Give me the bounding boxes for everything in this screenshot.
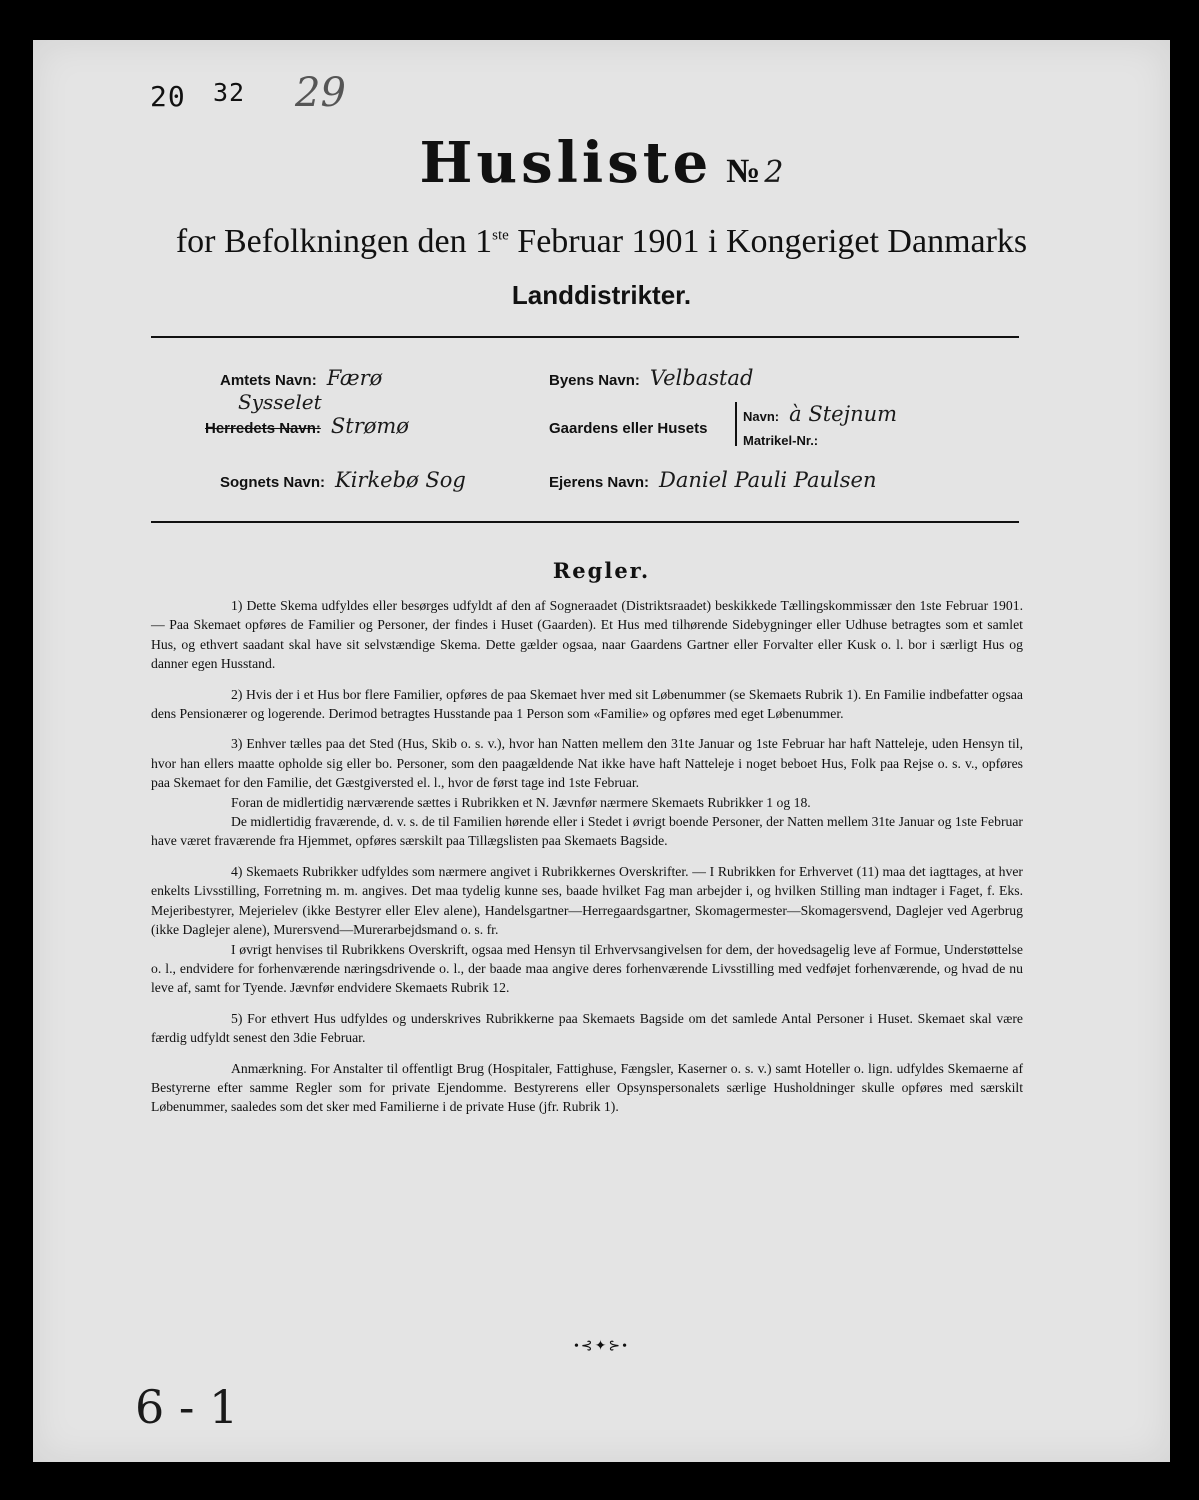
matrikel-field — [743, 432, 818, 450]
ref-number-c: 29 — [295, 70, 346, 116]
sogn-label: Sognets Navn: — [220, 474, 326, 491]
ejer-label: Ejerens Navn: — [549, 474, 650, 491]
ref-number-b: 32 — [213, 78, 246, 107]
by-field — [549, 366, 753, 390]
region-heading: Landdistrikter. — [511, 280, 692, 310]
rule-3-note-a: Foran de midlertidig nærværende sættes i Rubrikken et N. Jævnfør nærmere Skemaets Rubrikker 1 og 18. — [231, 794, 811, 810]
navn-label: Navn: — [743, 409, 780, 424]
ejer-field — [549, 468, 876, 492]
herred-value: Strømø — [330, 414, 409, 438]
navn-value: à Stejnum — [789, 402, 898, 426]
subtitle — [33, 223, 1170, 261]
sogn-field — [220, 468, 466, 492]
census-form-sheet — [33, 40, 1170, 1462]
matrikel-label: Matrikel-Nr.: — [743, 433, 819, 448]
annotation: Anmærkning. For Anstalter til offentligt Brug (Hospitaler, Fattighuse, Fængsler, Kaserner o. s. v.) samt Hoteller o. lign. udfyldes Skemaerne af Bestyrerne efter samme Regler som for private Ejendomme. Bestyrerens eller Opsynspersonalets særlige Husholdninger skulle opføres med særskilt Løbenummer, saaledes som det sker med Familierne i de private Huse (jfr. Rubrik 1). — [151, 1060, 1023, 1115]
subtitle-post: Februar 1901 i Kongeriget Danmarks — [508, 223, 1028, 260]
footer-note: 6 - 1 — [135, 1380, 239, 1434]
rule-3: 3) Enhver tælles paa det Sted (Hus, Skib o. s. v.), hvor han Natten mellem den 31te Januar og 1ste Februar har haft Natteleje, uden Hensyn til, hvor han ellers maatte opholde sig eller bo. Personer, som den paagældende Nat ikke have haft Natteleje i noget beboet Hus, Folk paa Rejse o. s. v., opføres paa Skemaet for den Familie, det Gæstgiversted el. l., hvor de først tage ind 1ste Februar. — [151, 736, 1023, 791]
rules-heading: Regler. — [552, 558, 651, 583]
subtitle-pre: for Befolkningen den 1 — [175, 223, 493, 260]
amt-field — [220, 366, 382, 390]
top-divider — [151, 336, 1019, 338]
herred-field — [205, 414, 409, 438]
amt-label: Amtets Navn: — [220, 372, 317, 389]
subtitle-sup: ste — [492, 227, 509, 244]
rule-4: 4) Skemaets Rubrikker udfyldes som nærmere angivet i Rubrikkernes Overskrifter. — I Rubrikken for Erhvervet (11) maa det iagttages, at hver enkelts Livsstilling, Forretning m. m. angives. Det maa tydelig kunne ses, baade hvilket Fag man arbejder i, og hvilken Stilling man indtager i Faget, f. Eks. Mejeribestyrer, Mejerielev (ikke Bestyrer eller Elev alene), Handelsgartner—Herregaardsgartner, Skomagermester—Skomagersvend, Daglejer ved Agerbrug (ikke Daglejer alene), Murersvend—Murerarbejdsmand o. s. fr. — [151, 863, 1023, 938]
ref-number-a: 20 — [150, 80, 186, 113]
ornament-divider: •⊰✦⊱• — [574, 1339, 629, 1354]
rule-5: 5) For ethvert Hus udfyldes og underskrives Rubrikkerne paa Skemaets Bagside om det samlede Antal Personer i Huset. Skemaet skal være færdig udfyldt senest den 3die Februar. — [151, 1010, 1023, 1046]
title-number-value: 2 — [764, 155, 784, 190]
rules-body — [151, 596, 1023, 1128]
gaard-label: Gaardens eller Husets — [549, 420, 708, 437]
rule-2: 2) Hvis der i et Hus bor flere Familier, opføres de paa Skemaet hver med sit Løbenummer (se Skemaets Rubrik 1). En Familie indbefatter ogsaa dens Pensionærer og logerende. Derimod betragtes Husstande paa 1 Person som «Familie» og opføres med eget Løbenummer. — [151, 686, 1023, 722]
herred-label: Herredets Navn: — [205, 420, 321, 437]
syssel-handwritten: Sysselet — [238, 390, 322, 414]
bottom-divider — [151, 521, 1019, 523]
rule-4-note: I øvrigt henvises til Rubrikkens Overskrift, ogsaa med Hensyn til Erhvervsangivelsen for dem, der hovedsagelig leve af Formue, Understøttelse o. l., endvidere for forhenværende næringsdrivende o. l., der baade maa angive deres forhenværende Livsstilling med vedføjet forhenværende, og hvad de nu leve af, samt for Tyende. Jævnfør endvidere Skemaets Rubrik 12. — [151, 941, 1023, 996]
rule-3-note-b: De midlertidig fraværende, d. v. s. de til Familien hørende eller i Stedet i øvrigt boende Personer, der Natten mellem 31te Januar og 1ste Februar have været fraværende fra Hjemmet, opføres særskilt paa Tillægslisten paa Skemaets Bagside. — [151, 814, 1023, 849]
bracket-line — [735, 402, 737, 446]
ejer-value: Daniel Pauli Paulsen — [659, 468, 877, 492]
title-block — [33, 130, 1170, 196]
amt-value: Færø — [326, 366, 383, 390]
sogn-value: Kirkebø Sog — [335, 468, 466, 492]
navn-field — [743, 402, 897, 426]
title-number-label: № — [726, 153, 761, 190]
rule-1: 1) Dette Skema udfyldes eller besørges udfyldt af den af Sogneraadet (Distriktsraadet) beskikkede Tællingskommissær den 1ste Februar 1901. — Paa Skemaet opføres de Familier og Personer, der findes i Huset (Gaarden). Et Hus med tilhørende Sidebygninger eller Udhuse betragtes som et samlet Hus, og ethvert saadant skal have sit selvstændige Skema. Dette gælder ogsaa, naar Gaardens Gartner eller Forvalter eller Kusk o. l. bor i særligt Hus og danner egen Husstand. — [151, 598, 1023, 672]
by-label: Byens Navn: — [549, 372, 640, 389]
by-value: Velbastad — [649, 366, 754, 390]
page-title: Husliste — [419, 130, 713, 196]
